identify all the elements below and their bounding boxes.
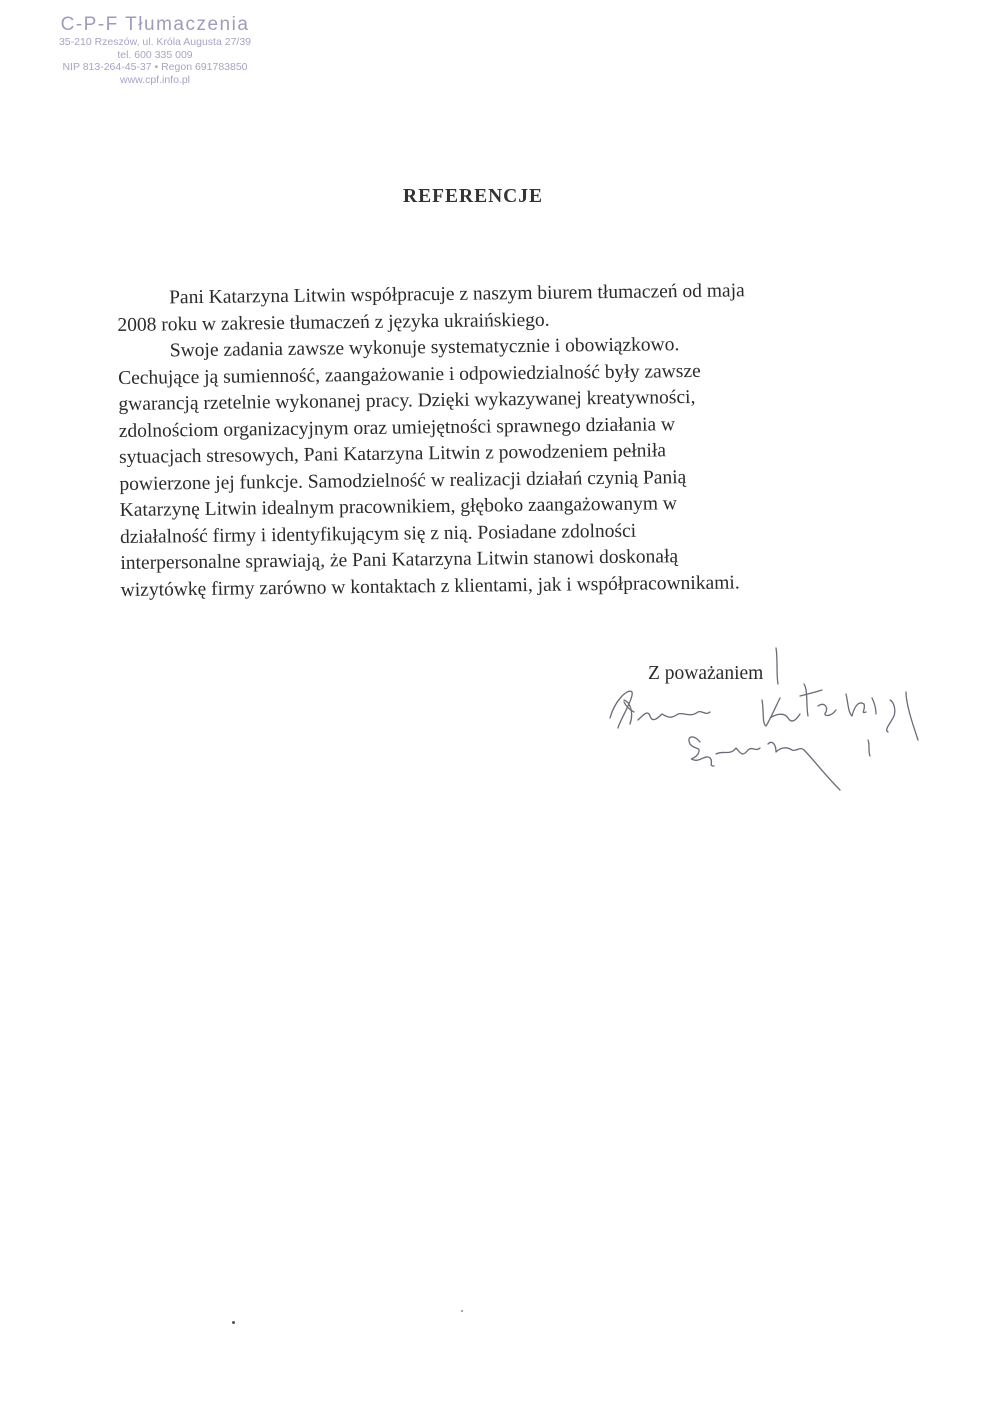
stamp-phone: tel. 600 335 009 — [117, 48, 193, 61]
scan-speck — [461, 1310, 463, 1312]
body-line: interpersonalne sprawiają, że Pani Katarzyna Litwin stanowi doskonałą — [120, 546, 679, 574]
company-stamp — [44, 14, 266, 86]
body-line: sytuacjach stresowych, Pani Katarzyna Litwin z powodzeniem pełniła — [118, 440, 667, 468]
body-line: Swoje zadania zawsze wykonuje systematycznie i obowiązkowo. — [169, 334, 680, 362]
letter-title: REFERENCJE — [402, 186, 544, 207]
body-line: wizytówkę firmy zarówno w kontaktach z klientami, jak i współpracownikami. — [120, 571, 740, 601]
body-line: Katarzynę Litwin idealnym pracownikiem, głęboko zaangażowanym w — [119, 493, 678, 521]
stamp-website: www.cpf.info.pl — [119, 73, 191, 86]
body-line: zdolnościom organizacyjnym oraz umiejętności sprawnego działania w — [118, 413, 676, 442]
handwritten-signature — [590, 640, 940, 800]
body-line: gwarancją rzetelnie wykonanej pracy. Dzięki wykazywanej kreatywności, — [118, 386, 696, 415]
paragraph-1 — [117, 277, 858, 339]
scan-speck — [232, 1321, 235, 1324]
stamp-address: 35-210 Rzeszów, ul. Króla Augusta 27/39 — [58, 36, 252, 48]
letter-body — [117, 277, 861, 604]
body-line: 2008 roku w zakresie tłumaczeń z języka ukraińskiego. — [117, 309, 550, 336]
stamp-tax-ids: NIP 813-264-45-37 • Regon 691783850 — [62, 61, 248, 73]
closing-salutation: Z poważaniem — [648, 663, 764, 684]
body-line: Cechujące ją sumienność, zaangażowanie i odpowiedzialność były zawsze — [117, 360, 701, 389]
paragraph-2 — [118, 330, 861, 604]
body-line: działalność firmy i identyfikującym się z nią. Posiadane zdolności — [119, 520, 637, 548]
body-line: powierzone jej funkcje. Samodzielność w realizacji działań czynią Panią — [119, 466, 687, 495]
body-line: Pani Katarzyna Litwin współpracuje z naszym biurem tłumaczeń od maja — [169, 280, 745, 309]
stamp-company-name: C-P-F Tłumaczenia — [60, 14, 250, 35]
